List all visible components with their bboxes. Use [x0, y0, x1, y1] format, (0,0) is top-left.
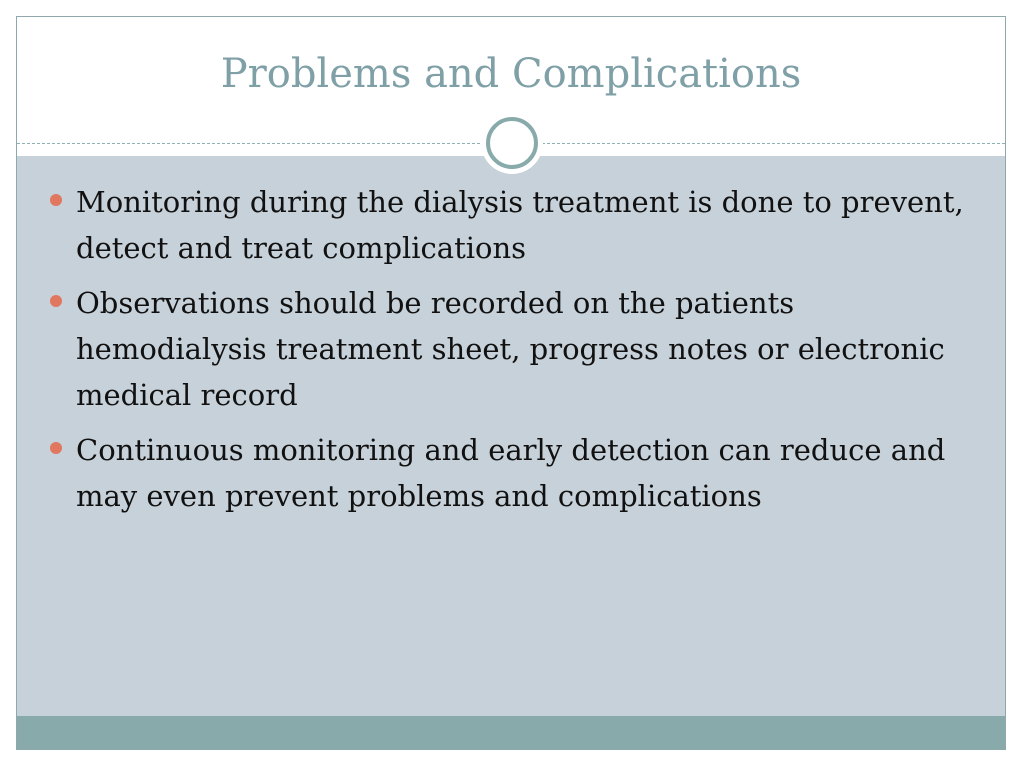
bullet-text: Observations should be recorded on the patients hemodialysis treatment sheet, progress notes or electronic medical record: [76, 286, 945, 412]
slide-title: Problems and Complications: [220, 51, 802, 97]
bullet-dot-icon: [50, 442, 62, 454]
bullet-dot-icon: [50, 295, 62, 307]
bullet-item: [17, 179, 967, 271]
footer-bar: [17, 716, 1005, 750]
circle-ornament-icon: [479, 110, 545, 176]
bullet-text: Monitoring during the dialysis treatment is done to prevent, detect and treat complications: [76, 185, 964, 265]
bullet-text: Continuous monitoring and early detection can reduce and may even prevent problems and complications: [76, 433, 946, 513]
bullet-dot-icon: [50, 194, 62, 206]
bullet-list: [17, 179, 967, 528]
bullet-item: [17, 280, 967, 418]
slide: [16, 16, 1006, 750]
bullet-item: [17, 427, 967, 519]
